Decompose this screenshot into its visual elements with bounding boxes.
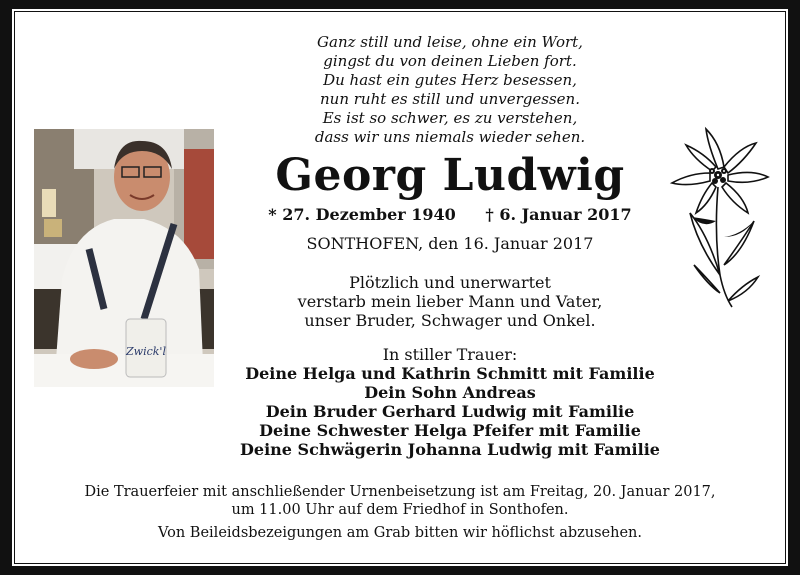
birth-date: * 27. Dezember 1940 [268, 205, 456, 224]
announcement-line: unser Bruder, Schwager und Onkel. [304, 311, 596, 330]
mourner-name: Deine Schwester Helga Pfeifer mit Familie [259, 421, 641, 440]
death-announcement [240, 273, 660, 330]
mourner-name: Deine Schwägerin Johanna Ludwig mit Familie [240, 440, 660, 459]
service-line: um 11.00 Uhr auf dem Friedhof in Sonthofen. [231, 502, 569, 518]
poem-line: Du hast ein gutes Herz besessen, [323, 71, 577, 89]
mourners-list [200, 345, 700, 459]
mourner-name: Deine Helga und Kathrin Schmitt mit Familie [245, 364, 655, 383]
poem-line: dass wir uns niemals wieder sehen. [314, 128, 586, 146]
condolence-note: Von Beileidsbezeigungen am Grab bitten wir höflichst abzusehen. [157, 525, 642, 541]
service-info [30, 483, 770, 519]
announcement-line: Plötzlich und unerwartet [349, 273, 551, 292]
service-line: Die Trauerfeier mit anschließender Urnenbeisetzung ist am Freitag, 20. Januar 2017, [84, 484, 716, 500]
poem-line: nun ruht es still und unvergessen. [320, 90, 580, 108]
announcement-line: verstarb mein lieber Mann und Vater, [297, 292, 603, 311]
mug-label: Zwick'l [126, 345, 166, 358]
mourner-name: Dein Bruder Gerhard Ludwig mit Familie [265, 402, 635, 421]
poem-line: Es ist so schwer, es zu verstehen, [322, 109, 578, 127]
mourning-intro: In stiller Trauer: [382, 345, 518, 364]
life-dates [240, 205, 660, 225]
death-date: † 6. Januar 2017 [485, 205, 632, 224]
mourner-name: Dein Sohn Andreas [364, 383, 536, 402]
place-date: SONTHOFEN, den 16. Januar 2017 [306, 234, 594, 253]
edelweiss-icon [668, 125, 773, 315]
poem-line: gingst du von deinen Lieben fort. [323, 52, 577, 70]
poem-line: Ganz still und leise, ohne ein Wort, [317, 33, 583, 51]
portrait-photo [34, 129, 214, 387]
deceased-name: Georg Ludwig [275, 150, 625, 201]
poem [270, 33, 630, 147]
